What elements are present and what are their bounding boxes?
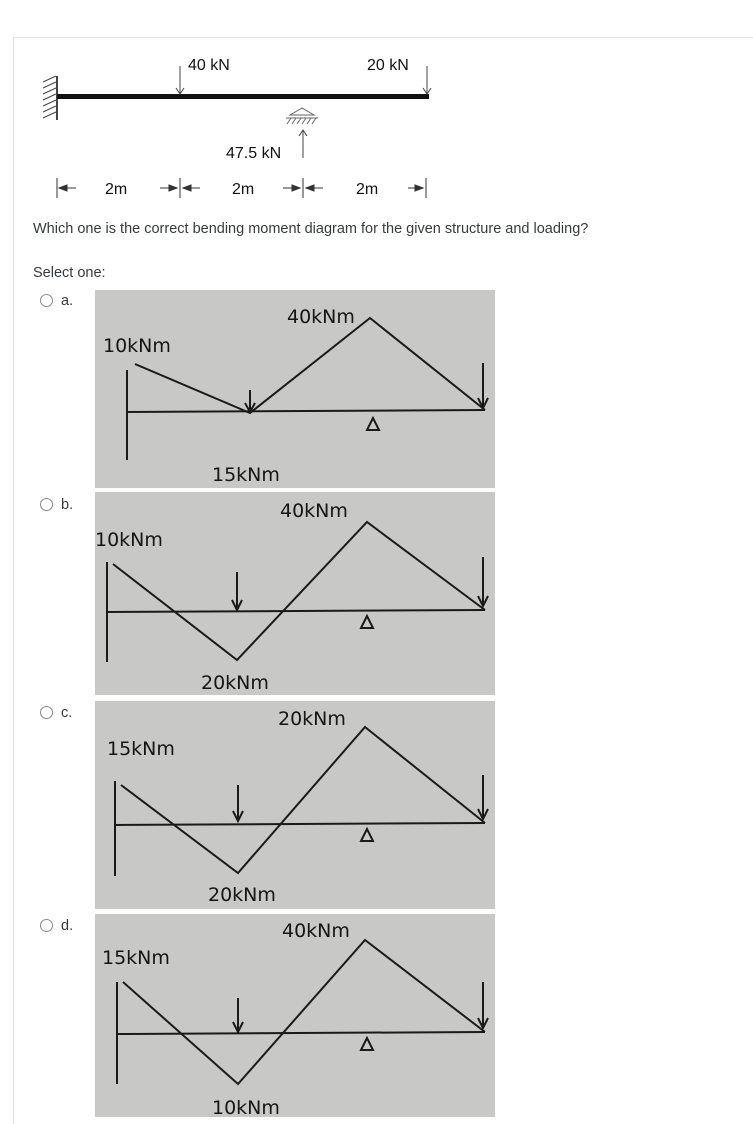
moment-diagram-a — [95, 290, 495, 488]
beam-loading-figure — [40, 48, 438, 210]
option-b-diagram[interactable] — [95, 492, 495, 695]
option-c-diagram[interactable] — [95, 701, 495, 909]
fixed-support-icon — [43, 76, 57, 120]
reaction-label: 47.5 kN — [226, 145, 282, 162]
option-d-letter[interactable]: d. — [61, 918, 74, 934]
option-c-letter[interactable]: c. — [61, 705, 73, 721]
option-a-diagram[interactable] — [95, 290, 495, 488]
top-moment-label-d: 40kNm — [282, 920, 350, 942]
select-one-label: Select one: — [33, 265, 106, 281]
option-b-radio[interactable] — [40, 498, 53, 511]
load-arrow-40kn — [176, 66, 184, 94]
moment-diagram-b — [95, 492, 495, 695]
top-moment-label-b: 40kNm — [280, 500, 348, 522]
bottom-moment-label-a: 15kNm — [212, 464, 280, 486]
moment-diagram-d — [95, 914, 495, 1117]
left-moment-label-a: 10kNm — [103, 335, 171, 357]
option-a-radio[interactable] — [40, 294, 53, 307]
reaction-arrow — [299, 130, 307, 158]
option-a-letter[interactable]: a. — [61, 293, 74, 309]
pin-support-icon — [286, 108, 318, 124]
question-text: Which one is the correct bending moment diagram for the given structure and loading? — [33, 221, 589, 237]
span-label-2: 2m — [232, 181, 255, 198]
beam — [57, 94, 429, 99]
load-label-40kn: 40 kN — [188, 57, 230, 74]
option-c-radio[interactable] — [40, 706, 53, 719]
bottom-moment-label-d: 10kNm — [212, 1097, 280, 1117]
left-moment-label-d: 15kNm — [102, 947, 170, 969]
option-d-radio[interactable] — [40, 919, 53, 932]
option-d-diagram[interactable] — [95, 914, 495, 1117]
load-arrow-20kn — [423, 66, 431, 94]
span-label-3: 2m — [356, 181, 379, 198]
top-moment-label-c: 20kNm — [278, 708, 346, 730]
left-moment-label-c: 15kNm — [107, 738, 175, 760]
left-moment-label-b: 10kNm — [95, 529, 163, 551]
option-b-letter[interactable]: b. — [61, 497, 74, 513]
bottom-moment-label-c: 20kNm — [208, 884, 276, 906]
moment-diagram-c — [95, 701, 495, 909]
span-label-1: 2m — [105, 181, 128, 198]
bottom-moment-label-b: 20kNm — [201, 672, 269, 694]
top-moment-label-a: 40kNm — [287, 306, 355, 328]
load-label-20kn: 20 kN — [367, 57, 409, 74]
